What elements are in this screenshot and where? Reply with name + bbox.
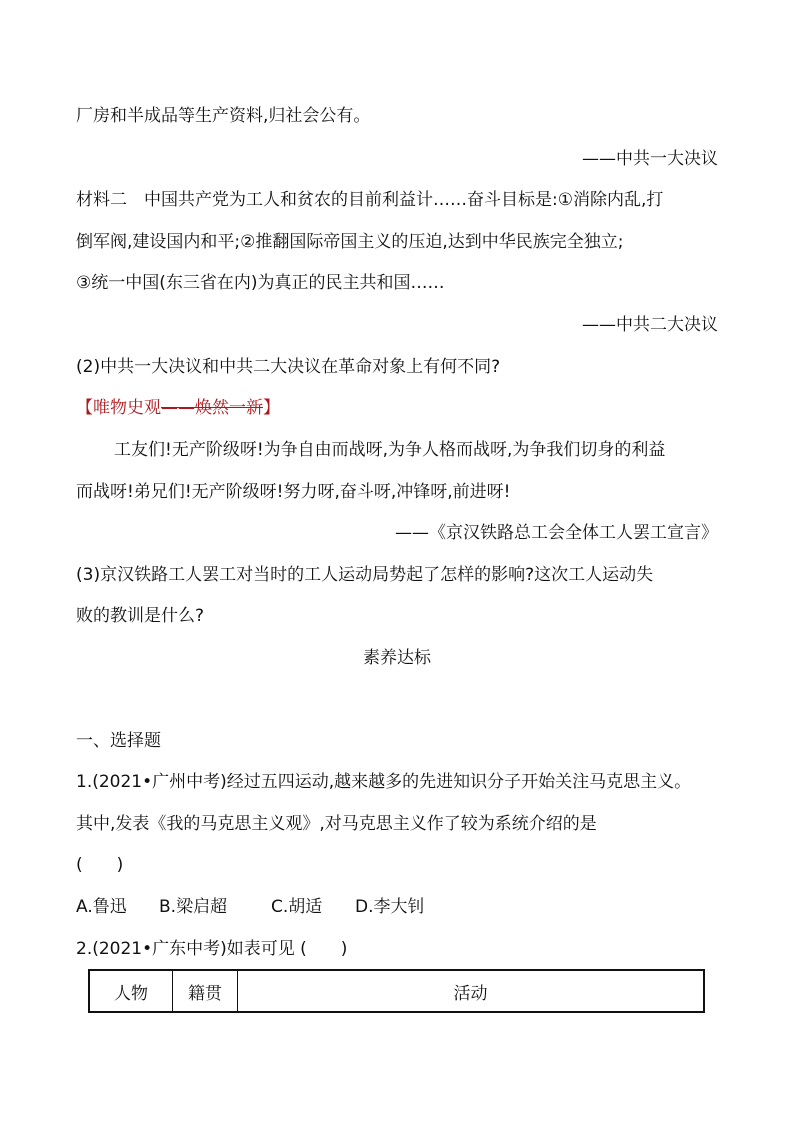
question-1-line: 其中,发表《我的马克思主义观》,对马克思主义作了较为系统介绍的是 [76, 814, 597, 834]
question-3-line: 败的教训是什么? [76, 606, 205, 626]
tag-bracket-close: 】 [263, 398, 280, 418]
answer-blank: ( ) [76, 855, 124, 875]
option-a: A.鲁迅 [76, 897, 127, 917]
section-one-title: 一、选择题 [76, 731, 161, 751]
tag-bracket-open: 【 [76, 398, 93, 418]
material-two-line: 材料二 中国共产党为工人和贫农的目前利益计……奋斗目标是:①消除内乱,打 [76, 190, 664, 210]
question-1-line: 1.(2021•广州中考)经过五四运动,越来越多的先进知识分子开始关注马克思主义。 [76, 772, 692, 792]
material-two-line: ③统一中国(东三省在内)为真正的民主共和国…… [76, 273, 445, 293]
col-header-activity: 活动 [238, 970, 705, 1012]
table-header-row [89, 970, 704, 1012]
figure-table [88, 969, 705, 1013]
option-d: D.李大钊 [355, 897, 425, 917]
tag-part2: ——焕然一新 [161, 398, 263, 418]
material-two-line: 倒军阀,建设国内和平;②推翻国际帝国主义的压迫,达到中华民族完全独立; [76, 232, 624, 252]
source-two: ——中共二大决议 [582, 315, 718, 335]
quote-source: ——《京汉铁路总工会全体工人罢工宣言》 [395, 523, 718, 543]
quote-line: 工友们!无产阶级呀!为争自由而战呀,为争人格而战呀,为争我们切身的利益 [114, 440, 666, 460]
question-2-stem: 2.(2021•广东中考)如表可见 ( ) [76, 939, 348, 959]
quote-line: 而战呀!弟兄们!无产阶级呀!努力呀,奋斗呀,冲锋呀,前进呀! [76, 482, 511, 502]
source-one: ——中共一大决议 [582, 149, 718, 169]
material-one-tail: 厂房和半成品等生产资料,归社会公有。 [76, 106, 371, 126]
option-c: C.胡适 [271, 897, 323, 917]
col-header-person: 人物 [89, 970, 173, 1012]
tag-part1: 唯物史观 [93, 398, 161, 418]
col-header-origin: 籍贯 [173, 970, 238, 1012]
question-3-line: (3)京汉铁路工人罢工对当时的工人运动局势起了怎样的影响?这次工人运动失 [76, 565, 654, 585]
question-2: (2)中共一大决议和中共二大决议在革命对象上有何不同? [76, 357, 501, 377]
section-heading: 素养达标 [363, 648, 431, 668]
section-tag [76, 396, 280, 420]
option-b: B.梁启超 [159, 897, 228, 917]
